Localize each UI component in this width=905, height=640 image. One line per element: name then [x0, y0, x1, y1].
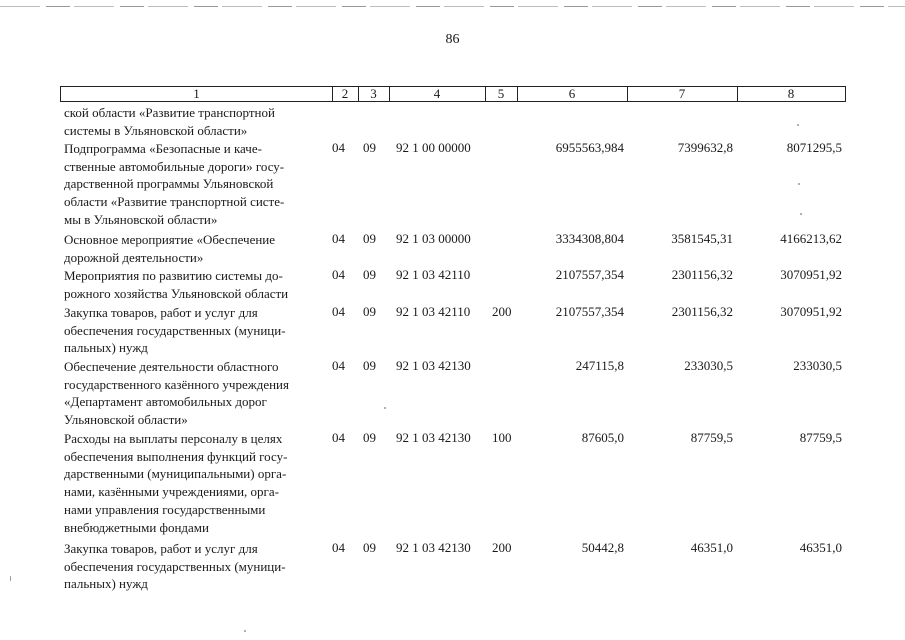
row-description: Закупка товаров, работ и услуг для обеспечения государственных (муници- пальных) нужд [64, 541, 286, 592]
scan-speck [800, 213, 802, 215]
target-article-code: 92 1 03 42110 [396, 304, 471, 319]
amount-col-6: 247115,8 [575, 358, 624, 373]
section-code: 04 [332, 430, 345, 445]
table-header [60, 86, 846, 102]
target-article-code: 92 1 03 00000 [396, 231, 471, 246]
section-code: 04 [332, 540, 345, 555]
scan-speck [244, 630, 246, 632]
target-article-code: 92 1 03 42130 [396, 358, 471, 373]
target-article-code: 92 1 03 42130 [396, 540, 471, 555]
amount-col-8: 3070951,92 [780, 267, 842, 282]
subsection-code: 09 [363, 430, 376, 445]
row-description: Расходы на выплаты персоналу в целях обеспечения выполнения функций госу- дарственными (муниципальными) орга- нами, казёнными учреждениями, орга- нами управления государственными внебюджетными фондами [64, 431, 288, 535]
expense-type-code: 100 [492, 430, 512, 445]
row-description: Закупка товаров, работ и услуг для обеспечения государственных (муници- пальных) нужд [64, 305, 286, 356]
row-description: ской области «Развитие транспортной системы в Ульяновской области» [64, 105, 275, 138]
amount-col-8: 233030,5 [793, 358, 842, 373]
scan-speck [384, 407, 386, 409]
subsection-code: 09 [363, 231, 376, 246]
subsection-code: 09 [363, 140, 376, 155]
subsection-code: 09 [363, 267, 376, 282]
amount-col-6: 2107557,354 [555, 267, 624, 282]
amount-col-6: 6955563,984 [555, 140, 624, 155]
subsection-code: 09 [363, 358, 376, 373]
row-description: Подпрограмма «Безопасные и каче- ственные автомобильные дороги» госу- дарственной программы Ульяновской области «Развитие транспортной систе- мы в Ульяновской области» [64, 141, 285, 227]
row-description: Обеспечение деятельности областного государственного казённого учреждения «Департамент автомобильных дорог Ульяновской области» [64, 359, 289, 428]
header-cell-5: 5 [485, 87, 518, 101]
row-description: Основное мероприятие «Обеспечение дорожной деятельности» [64, 232, 276, 265]
expense-type-code: 200 [492, 540, 512, 555]
header-cell-4: 4 [389, 87, 486, 101]
amount-col-8: 8071295,5 [786, 140, 842, 155]
section-code: 04 [332, 358, 345, 373]
amount-col-6: 3334308,804 [555, 231, 624, 246]
scan-speck [797, 124, 799, 126]
scan-edge-line [0, 6, 905, 7]
amount-col-7: 3581545,31 [671, 231, 733, 246]
header-cell-7: 7 [627, 87, 738, 101]
scan-speck [798, 183, 800, 185]
amount-col-7: 7399632,8 [677, 140, 733, 155]
amount-col-8: 87759,5 [799, 430, 842, 445]
expense-type-code: 200 [492, 304, 512, 319]
section-code: 04 [332, 140, 345, 155]
amount-col-7: 233030,5 [684, 358, 733, 373]
amount-col-8: 4166213,62 [780, 231, 842, 246]
amount-col-6: 87605,0 [581, 430, 624, 445]
amount-col-6: 2107557,354 [555, 304, 624, 319]
header-cell-8: 8 [787, 86, 795, 101]
amount-col-6: 50442,8 [581, 540, 624, 555]
header-cell-3: 3 [358, 87, 390, 101]
amount-col-7: 87759,5 [690, 430, 733, 445]
row-description: Мероприятия по развитию системы до- рожного хозяйства Ульяновской области [64, 268, 289, 301]
amount-col-7: 46351,0 [690, 540, 733, 555]
subsection-code: 09 [363, 540, 376, 555]
section-code: 04 [332, 231, 345, 246]
amount-col-7: 2301156,32 [671, 267, 733, 282]
header-cell-6: 6 [517, 87, 628, 101]
target-article-code: 92 1 03 42130 [396, 430, 471, 445]
page-number: 86 [445, 32, 460, 47]
target-article-code: 92 1 03 42110 [396, 267, 471, 282]
section-code: 04 [332, 267, 345, 282]
amount-col-8: 46351,0 [799, 540, 842, 555]
section-code: 04 [332, 304, 345, 319]
header-cell-1: 1 [61, 87, 333, 101]
scan-speck [10, 576, 11, 581]
amount-col-8: 3070951,92 [780, 304, 842, 319]
subsection-code: 09 [363, 304, 376, 319]
header-cell-2: 2 [332, 87, 359, 101]
target-article-code: 92 1 00 00000 [396, 140, 471, 155]
amount-col-7: 2301156,32 [671, 304, 733, 319]
